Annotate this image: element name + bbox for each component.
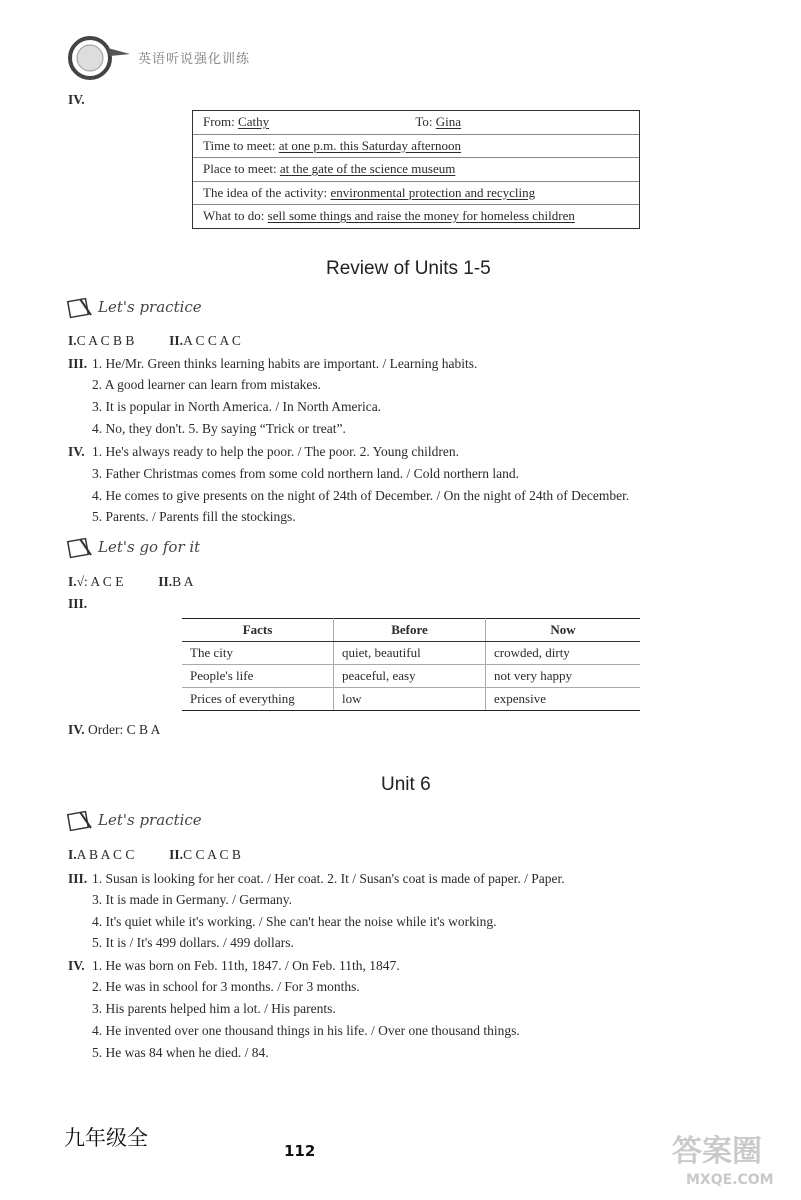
unit6-iv-line: 1. He was born on Feb. 11th, 1847. / On Feb. 11th, 1847. xyxy=(92,958,400,973)
watermark-url: MXQE.COM xyxy=(686,1172,774,1188)
facts-table xyxy=(182,618,640,711)
goforit-iv-line: IV. Order: C B A xyxy=(68,722,161,737)
watermark: 答案圈 xyxy=(672,1134,762,1169)
table-cell: peaceful, easy xyxy=(334,665,486,688)
notice-row-from: From: Cathy To: Gina xyxy=(193,111,639,135)
review-answers-i-ii: I.C A C B B II.A C C A C xyxy=(68,333,241,348)
table-cell: Prices of everything xyxy=(182,688,334,711)
goforit-answers-i-ii: I.√: A C E II.B A xyxy=(68,574,194,589)
table-cell: low xyxy=(334,688,486,711)
review-iv-line: 5. Parents. / Parents fill the stockings. xyxy=(92,509,296,524)
table-header-row xyxy=(182,619,640,642)
unit6-iv-line: 2. He was in school for 3 months. / For 3 months. xyxy=(92,979,360,994)
table-header: Now xyxy=(486,619,641,642)
review-goforit-banner: Let's go for it xyxy=(66,535,200,561)
table-cell: People's life xyxy=(182,665,334,688)
unit6-iv-line: 4. He invented over one thousand things in his life. / Over one thousand things. xyxy=(92,1023,520,1038)
table-cell: quiet, beautiful xyxy=(334,642,486,665)
grade-label: 九年级全 xyxy=(64,1126,148,1150)
table-header: Before xyxy=(334,619,486,642)
table-header: Facts xyxy=(182,619,334,642)
unit6-iv-line: 3. His parents helped him a lot. / His parents. xyxy=(92,1001,336,1016)
table-row xyxy=(182,665,640,688)
table-cell: not very happy xyxy=(486,665,641,688)
notebook-pencil-icon xyxy=(66,295,94,321)
review-iv-line: 3. Father Christmas comes from some cold northern land. / Cold northern land. xyxy=(92,466,520,481)
review-iii-line: 4. No, they don't. 5. By saying “Trick or treat”. xyxy=(92,421,346,436)
table-cell: expensive xyxy=(486,688,641,711)
unit6-practice-banner: Let's practice xyxy=(66,808,202,834)
unit6-answers-i-ii: I.A B A C C II.C C A C B xyxy=(68,847,241,862)
review-iii-line: 2. A good learner can learn from mistakes. xyxy=(92,377,322,392)
section-iv-label: IV. xyxy=(68,92,85,107)
unit6-iii-line: 4. It's quiet while it's working. / She can't hear the noise while it's working. xyxy=(92,914,497,929)
review-iii-label: III. xyxy=(68,356,88,371)
notice-row-idea: The idea of the activity: environmental protection and recycling xyxy=(193,182,639,206)
header-title: 英语听说强化训练 xyxy=(138,52,251,67)
unit6-iii-line: 5. It is / It's 499 dollars. / 499 dollars. xyxy=(92,935,294,950)
review-iv-label: IV. xyxy=(68,444,85,459)
swirl-logo-icon xyxy=(60,34,140,84)
notebook-pencil-icon xyxy=(66,808,94,834)
unit6-title: Unit 6 xyxy=(381,774,431,795)
notice-row-place: Place to meet: at the gate of the science museum xyxy=(193,158,639,182)
unit6-iv-line: 5. He was 84 when he died. / 84. xyxy=(92,1045,269,1060)
review-iv-line: 4. He comes to give presents on the night of 24th of December. / On the night of 24th of December. xyxy=(92,488,630,503)
unit6-iii-line: 3. It is made in Germany. / Germany. xyxy=(92,892,292,907)
table-row xyxy=(182,642,640,665)
review-iii-line: 1. He/Mr. Green thinks learning habits are important. / Learning habits. xyxy=(92,356,478,371)
table-row xyxy=(182,688,640,711)
review-iii-line: 3. It is popular in North America. / In North America. xyxy=(92,399,382,414)
unit6-iii-label: III. xyxy=(68,871,88,886)
notice-row-time: Time to meet: at one p.m. this Saturday afternoon xyxy=(193,135,639,159)
notice-row-do: What to do: sell some things and raise the money for homeless children xyxy=(203,208,575,223)
review-title: Review of Units 1-5 xyxy=(326,258,491,279)
page-number: 112 xyxy=(284,1142,316,1160)
unit6-iii-line: 1. Susan is looking for her coat. / Her coat. 2. It / Susan's coat is made of paper. / Paper. xyxy=(92,871,565,886)
notebook-pencil-icon xyxy=(66,535,94,561)
review-iv-line: 1. He's always ready to help the poor. / The poor. 2. Young children. xyxy=(92,444,460,459)
review-practice-banner: Let's practice xyxy=(66,295,202,321)
goforit-iii-label: III. xyxy=(68,596,88,611)
notice-box xyxy=(192,110,640,229)
table-cell: crowded, dirty xyxy=(486,642,641,665)
unit6-iv-label: IV. xyxy=(68,958,85,973)
table-cell: The city xyxy=(182,642,334,665)
